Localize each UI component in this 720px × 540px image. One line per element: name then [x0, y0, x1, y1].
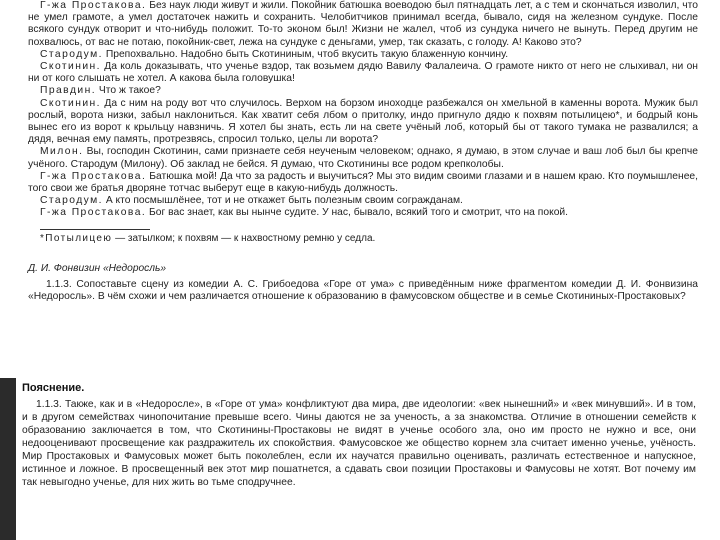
speaker-line: Да с ним на роду вот что случилось. Верхом на борзом иноходце разбежался он хмельной в каменны ворота. Мужик был рослый, ворота низки, забыл наклониться. Как хватит себя лбом о притолку, индо пригнуло дядю к похвям потылицею*, и бодрый конь вынес его из ворот к крыльцу навзничь. Я хотел бы знать, есть ли на свете учёный лоб, который бы от такого тумака не развалился; а дядя, вечная ему память, протрезвясь, спросил только, целы ли ворота?	[28, 97, 698, 146]
dialogue-paragraph	[28, 171, 698, 195]
speaker-name: Скотинин.	[40, 97, 101, 109]
speaker-name: Г-жа Простакова.	[40, 170, 147, 182]
dialogue-paragraph	[28, 195, 698, 207]
speaker-line: Без наук люди живут и жили. Покойник батюшка воеводою был пятнадцать лет, а с тем и скончаться изволил, что не умел грамоте, а умел достаточек нажить и сохранить. Челобитчиков принимал всегда, бывало, сидя на железном сундуке. После всякого сундук отворит и что-нибудь положит. То-то эконом был! Жизни не жалел, чтоб из сундука ничего не вынуть. Перед другим не похвалюсь, от вас не потаю, покойник-свет, лежа на сундуке с деньгами, умер, так сказать, с голоду. А! Каково это?	[28, 0, 698, 48]
speaker-line: Бог вас знает, как вы нынче судите. У нас, бывало, всякий того и смотрит, что на покой.	[146, 207, 569, 219]
dialogue-paragraph	[28, 98, 698, 147]
dialogue-paragraph	[28, 146, 698, 170]
footnote	[28, 233, 698, 245]
dialogue-paragraph	[28, 207, 698, 219]
dialogue-paragraph	[28, 85, 698, 97]
speaker-line: Да коль доказывать, что ученье вздор, так возьмем дядю Вавилу Фалалеича. О грамоте никто от него не слыхивал, ни он ни от кого слышать не хотел. А какова была головушка!	[28, 61, 698, 85]
explanation-text: 1.1.3. Также, как и в «Недоросле», в «Горе от ума» конфликтуют два мира, две идеологии: «век нынешний» и «век минувший». И в том, и в другом семействах чинопочитание превыше всего. Чины даются не за ученость, а за знакомства. Отличие в отношении семейств к образованию заключается в том, что Скотинины-Простаковы не видят в ученье особого зла, оно им просто не нужно и все, они недооценивают просвещение как раздражитель их спокойствия. Фамусовское же общество корнем зла считает именно ученье, учёность. Мир Простаковых и Фамусовых может быть поколеблен, если их научатся правильно оценивать, различать естественное и напускное, истинное и ложное. В просвещенный век этот мир пошатнется, а сдавать свои позиции Простаковы и Фамусовы не хотят. Вот почему им так невыгодно ученье, для них жить во тьме сподручнее.	[22, 399, 696, 488]
speaker-line: Вы, господин Скотинин, сами признаете себя неученым человеком; однако, я думаю, в этом случае и ваш лоб был бы крепче учёного. Стародум (Милону). Об заклад не бейся. Я думаю, что Скотинины все родом крепколобы.	[28, 146, 698, 170]
task-paragraph	[28, 279, 698, 303]
source-attribution: Д. И. Фонвизин «Недоросль»	[28, 262, 167, 274]
task-block	[28, 279, 698, 303]
speaker-line: Препохвально. Надобно быть Скотининым, чтоб вкусить такую блаженную кончину.	[102, 48, 509, 60]
explanation-block	[22, 382, 696, 489]
speaker-line: А кто посмышлёнее, тот и не откажет быть полезным своим согражданам.	[102, 195, 463, 207]
task-text: Сопоставьте сцену из комедии А. С. Грибоедова «Горе от ума» с приведённым ниже фрагментом комедии Д. И. Фонвизина «Недоросль». В чём схожи и чем различается отношение к образованию в фамусовском обществе и в семье Скотининых-Простаковых?	[28, 279, 698, 303]
dialogue-paragraph	[28, 0, 698, 49]
speaker-name: Стародум.	[40, 195, 103, 207]
speaker-name: Милон.	[40, 146, 84, 158]
footnote-text: — затылком; к похвям — к нахвостному ремню у седла.	[112, 232, 376, 244]
dialogue	[28, 0, 698, 220]
task-number: 1.1.3.	[46, 279, 72, 291]
speaker-name: Скотинин.	[40, 61, 101, 73]
speaker-line: Батюшка мой! Да что за радость и выучиться? Мы это видим своими глазами и в нашем краю. Кто поумышленее, того свои же братья дворяне тотчас выберут еще в какую-нибудь должность.	[28, 170, 699, 195]
dialogue-paragraph	[28, 61, 698, 85]
dialogue-paragraph	[28, 49, 698, 61]
footnote-term: *Потылицею	[40, 232, 113, 244]
speaker-name: Стародум.	[40, 48, 103, 60]
speaker-name: Правдин.	[40, 85, 97, 97]
speaker-name: Г-жа Простакова.	[40, 0, 147, 11]
speaker-name: Г-жа Простакова.	[40, 207, 147, 219]
footnote-divider	[40, 229, 150, 230]
explanation-title: Пояснение.	[22, 382, 85, 394]
speaker-line: Что ж такое?	[96, 85, 161, 97]
margin-bar	[0, 378, 16, 540]
play-excerpt	[28, 0, 698, 334]
